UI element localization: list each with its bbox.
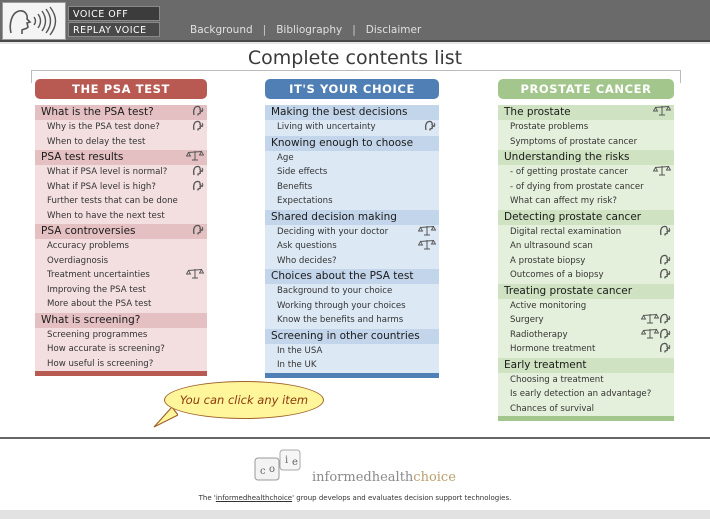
section-icons xyxy=(186,150,204,166)
brand-part1: informedhealth xyxy=(312,470,414,485)
dice-logo-icon xyxy=(252,446,304,486)
section-label: The prostate xyxy=(504,106,571,118)
list-item[interactable] xyxy=(265,225,439,240)
scales-icon xyxy=(641,331,659,342)
brand-part2: choice xyxy=(413,470,456,485)
list-item[interactable] xyxy=(265,299,439,314)
audio-icon xyxy=(192,108,204,119)
section-heading[interactable] xyxy=(265,269,439,284)
column-your-choice xyxy=(265,79,439,378)
list-item[interactable] xyxy=(498,402,674,417)
item-icons xyxy=(659,342,671,359)
section-label: Shared decision making xyxy=(271,210,397,223)
section-heading[interactable] xyxy=(265,105,439,120)
list-item-label: Symptoms of prostate cancer xyxy=(510,136,638,147)
column-footer xyxy=(35,371,207,376)
item-icons xyxy=(424,120,436,137)
scales-icon xyxy=(418,242,436,253)
list-item-label: What can affect my risk? xyxy=(510,196,617,206)
list-item-label: Overdiagnosis xyxy=(47,255,109,266)
scales-icon xyxy=(653,168,671,179)
list-item[interactable] xyxy=(498,342,674,357)
list-item[interactable] xyxy=(265,194,439,209)
scales-icon xyxy=(418,228,436,239)
audio-icon xyxy=(424,123,436,134)
section-label: PSA test results xyxy=(41,151,124,163)
section-heading[interactable] xyxy=(498,284,674,299)
section-label: Making the best decisions xyxy=(271,106,408,118)
list-item[interactable] xyxy=(265,239,439,254)
section-heading[interactable] xyxy=(265,136,439,151)
audio-icon xyxy=(659,228,671,239)
section-label: Early treatment xyxy=(504,358,587,371)
nav-separator: | xyxy=(352,24,356,36)
list-item-label: Is early detection an advantage? xyxy=(510,389,652,399)
column-heading[interactable]: PROSTATE CANCER xyxy=(498,79,674,99)
list-item-label: An ultrasound scan xyxy=(510,241,593,251)
bubble-tail xyxy=(152,407,178,429)
list-item[interactable] xyxy=(498,313,674,328)
list-item[interactable] xyxy=(265,358,439,373)
list-item-label: Age xyxy=(277,152,294,163)
scales-icon xyxy=(641,316,659,327)
page-title: Complete contents list xyxy=(247,47,463,69)
audio-icon xyxy=(192,183,204,194)
list-item-label: When to have the next test xyxy=(47,210,165,221)
list-item[interactable] xyxy=(498,239,674,254)
list-item[interactable] xyxy=(498,225,674,240)
list-item-label: Know the benefits and harms xyxy=(277,315,404,325)
section-label: Screening in other countries xyxy=(271,329,420,342)
dice-letter: o xyxy=(269,464,276,475)
list-item-label: In the UK xyxy=(277,360,317,370)
list-item-label: Active monitoring xyxy=(510,300,587,311)
list-item-label: Expectations xyxy=(277,196,333,206)
list-item-label: Chances of survival xyxy=(510,403,595,414)
list-item[interactable] xyxy=(35,328,207,343)
hint-bubble: You can click any item xyxy=(164,381,324,419)
footer-link[interactable]: informedhealthchoice xyxy=(215,494,293,502)
list-item[interactable] xyxy=(35,180,207,195)
list-item[interactable] xyxy=(35,342,207,357)
footer-divider xyxy=(0,437,710,439)
list-item-label: Choosing a treatment xyxy=(510,374,604,385)
list-item-label: When to delay the test xyxy=(47,136,146,147)
dice-letter: e xyxy=(292,457,298,468)
audio-icon xyxy=(192,227,204,238)
scales-icon xyxy=(186,271,204,282)
list-item-label: - of getting prostate cancer xyxy=(510,167,628,177)
list-item-label: Hormone treatment xyxy=(510,344,596,354)
list-item[interactable] xyxy=(498,254,674,269)
nav-background-link[interactable]: Background xyxy=(190,24,253,36)
audio-icon xyxy=(192,168,204,179)
column-body xyxy=(265,105,439,373)
audio-icon xyxy=(659,271,671,282)
bottom-strip xyxy=(0,510,710,519)
section-heading[interactable] xyxy=(265,210,439,225)
section-heading[interactable] xyxy=(265,329,439,344)
list-item-label: Further tests that can be done xyxy=(47,196,178,206)
section-icons xyxy=(192,224,204,240)
item-icons xyxy=(659,268,671,285)
list-item-label: A prostate biopsy xyxy=(510,255,586,266)
replay-voice-button[interactable]: REPLAY VOICE xyxy=(68,22,160,37)
list-item[interactable] xyxy=(265,120,439,135)
audio-icon xyxy=(659,257,671,268)
list-item-label: Who decides? xyxy=(277,255,337,266)
list-item[interactable] xyxy=(498,120,674,135)
footer-text xyxy=(0,494,710,502)
column-psa-test xyxy=(35,79,207,376)
audio-icon xyxy=(659,316,671,327)
dice-letter: i xyxy=(285,455,289,466)
column-footer xyxy=(265,373,439,378)
list-item-label: What if PSA level is normal? xyxy=(47,167,168,177)
list-item[interactable] xyxy=(498,135,674,150)
voice-off-button[interactable]: VOICE OFF xyxy=(68,6,160,21)
column-heading[interactable]: THE PSA TEST xyxy=(35,79,207,99)
list-item[interactable] xyxy=(265,254,439,269)
list-item[interactable] xyxy=(35,268,207,283)
list-item[interactable] xyxy=(498,194,674,209)
section-label: Knowing enough to choose xyxy=(271,136,414,149)
top-nav xyxy=(190,24,421,36)
audio-icon xyxy=(192,123,204,134)
list-item-label: Treatment uncertainties xyxy=(47,270,150,280)
section-icons xyxy=(653,105,671,121)
brand-wordmark xyxy=(312,470,456,485)
section-label: What is screening? xyxy=(41,313,141,326)
list-item-label: Background to your choice xyxy=(277,286,393,296)
column-footer xyxy=(498,416,674,421)
list-item[interactable] xyxy=(35,239,207,254)
list-item-label: How useful is screening? xyxy=(47,358,154,369)
list-item-label: In the USA xyxy=(277,345,323,356)
section-label: Treating prostate cancer xyxy=(504,284,633,297)
section-heading[interactable] xyxy=(498,105,674,120)
footer-suffix: ' group develops and evaluates decision support technologies. xyxy=(292,494,512,502)
column-heading[interactable]: IT'S YOUR CHOICE xyxy=(265,79,439,99)
column-prostate-cancer xyxy=(498,79,674,421)
list-item-label: Side effects xyxy=(277,167,328,177)
list-item[interactable] xyxy=(498,268,674,283)
scales-icon xyxy=(653,108,671,119)
list-item-label: Living with uncertainty xyxy=(277,122,376,132)
nav-bibliography-link[interactable]: Bibliography xyxy=(276,24,343,36)
list-item-label: Working through your choices xyxy=(277,300,406,311)
list-item[interactable] xyxy=(35,283,207,298)
list-item[interactable] xyxy=(35,297,207,312)
list-item-label: Benefits xyxy=(277,181,313,192)
list-item[interactable] xyxy=(498,299,674,314)
list-item[interactable] xyxy=(265,165,439,180)
column-body xyxy=(35,105,207,371)
list-item-label: Surgery xyxy=(510,315,544,325)
list-item-label: Screening programmes xyxy=(47,329,148,340)
section-heading[interactable] xyxy=(498,150,674,165)
section-label: Understanding the risks xyxy=(504,151,630,163)
list-item-label: Why is the PSA test done? xyxy=(47,122,160,132)
section-heading[interactable] xyxy=(498,358,674,373)
list-item-label: What if PSA level is high? xyxy=(47,181,156,192)
list-item[interactable] xyxy=(35,194,207,209)
list-item-label: Outcomes of a biopsy xyxy=(510,270,604,280)
list-item-label: Improving the PSA test xyxy=(47,284,146,295)
nav-disclaimer-link[interactable]: Disclaimer xyxy=(365,24,422,36)
list-item[interactable] xyxy=(498,328,674,343)
list-item[interactable] xyxy=(35,165,207,180)
list-item-label: Prostate problems xyxy=(510,122,589,132)
list-item-label: Deciding with your doctor xyxy=(277,226,389,237)
list-item-label: Radiotherapy xyxy=(510,329,568,340)
section-label: What is the PSA test? xyxy=(41,106,154,118)
audio-icon xyxy=(659,345,671,356)
list-item-label: Ask questions xyxy=(277,241,337,251)
section-heading[interactable] xyxy=(498,210,674,225)
section-icons xyxy=(192,105,204,121)
list-item-label: More about the PSA test xyxy=(47,299,152,309)
list-item[interactable] xyxy=(35,135,207,150)
list-item[interactable] xyxy=(35,254,207,269)
scales-icon xyxy=(186,153,204,164)
list-item[interactable] xyxy=(265,284,439,299)
column-body xyxy=(498,105,674,416)
list-item[interactable] xyxy=(498,387,674,402)
list-item-label: Accuracy problems xyxy=(47,241,130,251)
list-item[interactable] xyxy=(498,373,674,388)
list-item[interactable] xyxy=(265,180,439,195)
speaking-head-icon xyxy=(3,3,65,39)
list-item[interactable] xyxy=(35,120,207,135)
section-heading[interactable] xyxy=(35,150,207,165)
list-item[interactable] xyxy=(498,165,674,180)
list-item[interactable] xyxy=(265,344,439,359)
dice-letter: c xyxy=(260,466,266,477)
section-heading[interactable] xyxy=(35,313,207,328)
list-item[interactable] xyxy=(265,313,439,328)
section-label: PSA controversies xyxy=(41,225,136,237)
nav-separator: | xyxy=(262,24,267,36)
audio-icon xyxy=(659,331,671,342)
top-bar xyxy=(0,0,710,44)
list-item-label: Digital rectal examination xyxy=(510,226,622,237)
list-item[interactable] xyxy=(35,357,207,372)
section-label: Choices about the PSA test xyxy=(271,270,414,282)
footer-prefix: The ' xyxy=(198,494,216,502)
list-item-label: How accurate is screening? xyxy=(47,344,165,354)
list-item[interactable] xyxy=(35,209,207,224)
list-item[interactable] xyxy=(265,151,439,166)
list-item-label: - of dying from prostate cancer xyxy=(510,181,644,192)
section-heading[interactable] xyxy=(35,105,207,120)
list-item[interactable] xyxy=(498,180,674,195)
section-label: Detecting prostate cancer xyxy=(504,210,642,223)
voice-logo[interactable] xyxy=(2,2,66,40)
section-heading[interactable] xyxy=(35,224,207,239)
